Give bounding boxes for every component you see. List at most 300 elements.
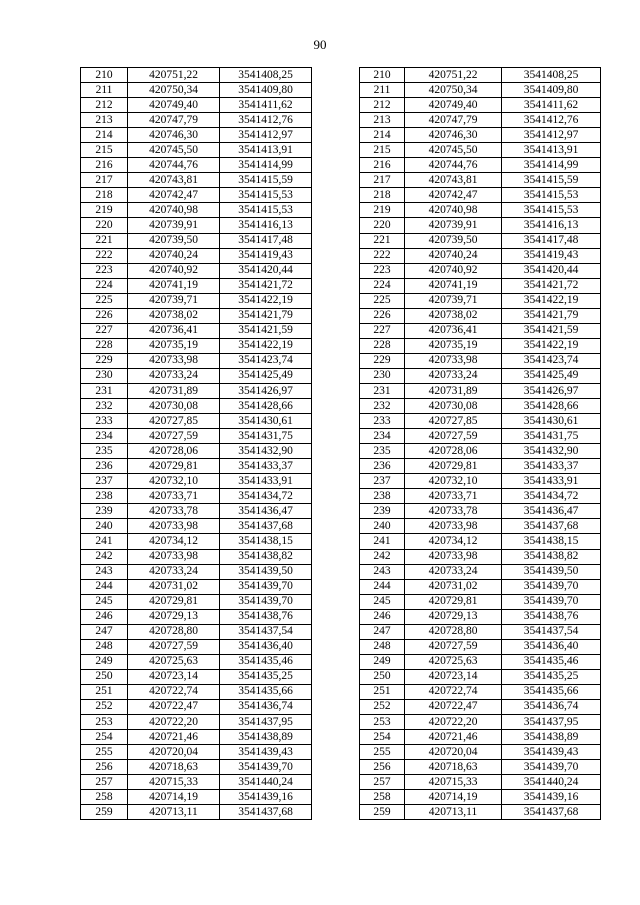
- left-x-coordinate-cell: 420745,50: [128, 143, 220, 158]
- right-point-number-cell: 225: [360, 293, 405, 308]
- column-spacer: [312, 293, 360, 308]
- column-spacer: [312, 383, 360, 398]
- left-point-number-cell: 224: [81, 278, 128, 293]
- left-point-number-cell: 251: [81, 684, 128, 699]
- right-y-coordinate-cell: 3541425,49: [502, 368, 601, 383]
- right-y-coordinate-cell: 3541420,44: [502, 263, 601, 278]
- column-spacer: [312, 594, 360, 609]
- left-x-coordinate-cell: 420722,74: [128, 684, 220, 699]
- right-x-coordinate-cell: 420723,14: [405, 669, 502, 684]
- column-spacer: [312, 278, 360, 293]
- table-row: [81, 293, 601, 308]
- right-point-number-cell: 222: [360, 248, 405, 263]
- column-spacer: [312, 263, 360, 278]
- table-row: [81, 128, 601, 143]
- right-y-coordinate-cell: 3541417,48: [502, 233, 601, 248]
- table-row: [81, 730, 601, 745]
- right-x-coordinate-cell: 420739,71: [405, 293, 502, 308]
- left-y-coordinate-cell: 3541417,48: [220, 233, 312, 248]
- table-row: [81, 775, 601, 790]
- table-row: [81, 263, 601, 278]
- left-point-number-cell: 259: [81, 805, 128, 820]
- right-point-number-cell: 244: [360, 579, 405, 594]
- left-y-coordinate-cell: 3541412,97: [220, 128, 312, 143]
- left-x-coordinate-cell: 420742,47: [128, 188, 220, 203]
- right-y-coordinate-cell: 3541439,43: [502, 745, 601, 760]
- right-point-number-cell: 241: [360, 534, 405, 549]
- table-row: [81, 639, 601, 654]
- column-spacer: [312, 654, 360, 669]
- table-row: [81, 715, 601, 730]
- right-point-number-cell: 246: [360, 609, 405, 624]
- left-x-coordinate-cell: 420744,76: [128, 158, 220, 173]
- right-point-number-cell: 235: [360, 444, 405, 459]
- right-point-number-cell: 224: [360, 278, 405, 293]
- coordinates-table: [80, 67, 601, 820]
- column-spacer: [312, 730, 360, 745]
- left-point-number-cell: 255: [81, 745, 128, 760]
- right-x-coordinate-cell: 420738,02: [405, 308, 502, 323]
- right-y-coordinate-cell: 3541439,70: [502, 594, 601, 609]
- right-point-number-cell: 216: [360, 158, 405, 173]
- right-point-number-cell: 254: [360, 730, 405, 745]
- right-y-coordinate-cell: 3541437,54: [502, 624, 601, 639]
- column-spacer: [312, 699, 360, 714]
- right-x-coordinate-cell: 420743,81: [405, 173, 502, 188]
- right-point-number-cell: 231: [360, 383, 405, 398]
- left-point-number-cell: 258: [81, 790, 128, 805]
- left-point-number-cell: 218: [81, 188, 128, 203]
- table-row: [81, 113, 601, 128]
- table-row: [81, 248, 601, 263]
- right-y-coordinate-cell: 3541435,66: [502, 684, 601, 699]
- table-row: [81, 383, 601, 398]
- left-x-coordinate-cell: 420735,19: [128, 338, 220, 353]
- left-x-coordinate-cell: 420734,12: [128, 534, 220, 549]
- right-point-number-cell: 227: [360, 323, 405, 338]
- column-spacer: [312, 338, 360, 353]
- left-y-coordinate-cell: 3541414,99: [220, 158, 312, 173]
- right-point-number-cell: 238: [360, 489, 405, 504]
- table-row: [81, 760, 601, 775]
- column-spacer: [312, 83, 360, 98]
- left-point-number-cell: 228: [81, 338, 128, 353]
- left-x-coordinate-cell: 420725,63: [128, 654, 220, 669]
- right-point-number-cell: 230: [360, 368, 405, 383]
- left-x-coordinate-cell: 420727,59: [128, 639, 220, 654]
- left-y-coordinate-cell: 3541415,53: [220, 188, 312, 203]
- table-row: [81, 564, 601, 579]
- left-x-coordinate-cell: 420723,14: [128, 669, 220, 684]
- column-spacer: [312, 534, 360, 549]
- right-point-number-cell: 245: [360, 594, 405, 609]
- left-y-coordinate-cell: 3541438,89: [220, 730, 312, 745]
- left-y-coordinate-cell: 3541436,74: [220, 699, 312, 714]
- right-y-coordinate-cell: 3541437,68: [502, 805, 601, 820]
- right-y-coordinate-cell: 3541409,80: [502, 83, 601, 98]
- right-y-coordinate-cell: 3541435,25: [502, 669, 601, 684]
- left-point-number-cell: 211: [81, 83, 128, 98]
- right-x-coordinate-cell: 420740,24: [405, 248, 502, 263]
- table-row: [81, 805, 601, 820]
- right-x-coordinate-cell: 420722,20: [405, 715, 502, 730]
- table-row: [81, 669, 601, 684]
- left-x-coordinate-cell: 420739,50: [128, 233, 220, 248]
- column-spacer: [312, 188, 360, 203]
- table-row: [81, 203, 601, 218]
- right-x-coordinate-cell: 420746,30: [405, 128, 502, 143]
- left-point-number-cell: 257: [81, 775, 128, 790]
- right-y-coordinate-cell: 3541439,16: [502, 790, 601, 805]
- right-y-coordinate-cell: 3541438,89: [502, 730, 601, 745]
- right-x-coordinate-cell: 420714,19: [405, 790, 502, 805]
- left-x-coordinate-cell: 420720,04: [128, 745, 220, 760]
- left-y-coordinate-cell: 3541435,66: [220, 684, 312, 699]
- right-x-coordinate-cell: 420745,50: [405, 143, 502, 158]
- right-x-coordinate-cell: 420729,13: [405, 609, 502, 624]
- right-point-number-cell: 251: [360, 684, 405, 699]
- right-x-coordinate-cell: 420730,08: [405, 399, 502, 414]
- right-x-coordinate-cell: 420722,74: [405, 684, 502, 699]
- right-y-coordinate-cell: 3541412,76: [502, 113, 601, 128]
- table-row: [81, 699, 601, 714]
- right-y-coordinate-cell: 3541438,76: [502, 609, 601, 624]
- right-y-coordinate-cell: 3541419,43: [502, 248, 601, 263]
- left-x-coordinate-cell: 420728,06: [128, 444, 220, 459]
- left-point-number-cell: 239: [81, 504, 128, 519]
- right-y-coordinate-cell: 3541421,72: [502, 278, 601, 293]
- right-point-number-cell: 228: [360, 338, 405, 353]
- left-x-coordinate-cell: 420740,92: [128, 263, 220, 278]
- left-x-coordinate-cell: 420751,22: [128, 68, 220, 83]
- right-y-coordinate-cell: 3541440,24: [502, 775, 601, 790]
- right-y-coordinate-cell: 3541433,37: [502, 459, 601, 474]
- table-row: [81, 158, 601, 173]
- left-y-coordinate-cell: 3541438,82: [220, 549, 312, 564]
- left-y-coordinate-cell: 3541415,53: [220, 203, 312, 218]
- table-row: [81, 459, 601, 474]
- right-point-number-cell: 248: [360, 639, 405, 654]
- right-x-coordinate-cell: 420715,33: [405, 775, 502, 790]
- table-row: [81, 338, 601, 353]
- left-y-coordinate-cell: 3541426,97: [220, 383, 312, 398]
- table-row: [81, 549, 601, 564]
- right-x-coordinate-cell: 420736,41: [405, 323, 502, 338]
- right-point-number-cell: 247: [360, 624, 405, 639]
- left-point-number-cell: 241: [81, 534, 128, 549]
- left-x-coordinate-cell: 420714,19: [128, 790, 220, 805]
- column-spacer: [312, 158, 360, 173]
- right-x-coordinate-cell: 420740,98: [405, 203, 502, 218]
- right-x-coordinate-cell: 420747,79: [405, 113, 502, 128]
- right-x-coordinate-cell: 420727,59: [405, 429, 502, 444]
- left-y-coordinate-cell: 3541430,61: [220, 414, 312, 429]
- table-row: [81, 474, 601, 489]
- right-x-coordinate-cell: 420733,98: [405, 519, 502, 534]
- left-x-coordinate-cell: 420729,13: [128, 609, 220, 624]
- left-point-number-cell: 217: [81, 173, 128, 188]
- column-spacer: [312, 218, 360, 233]
- right-point-number-cell: 229: [360, 353, 405, 368]
- left-point-number-cell: 227: [81, 323, 128, 338]
- column-spacer: [312, 429, 360, 444]
- table-row: [81, 218, 601, 233]
- right-x-coordinate-cell: 420731,89: [405, 383, 502, 398]
- left-x-coordinate-cell: 420736,41: [128, 323, 220, 338]
- left-y-coordinate-cell: 3541409,80: [220, 83, 312, 98]
- left-point-number-cell: 229: [81, 353, 128, 368]
- left-point-number-cell: 220: [81, 218, 128, 233]
- column-spacer: [312, 128, 360, 143]
- right-point-number-cell: 233: [360, 414, 405, 429]
- column-spacer: [312, 579, 360, 594]
- column-spacer: [312, 308, 360, 323]
- column-spacer: [312, 489, 360, 504]
- right-y-coordinate-cell: 3541436,47: [502, 504, 601, 519]
- right-x-coordinate-cell: 420727,59: [405, 639, 502, 654]
- right-y-coordinate-cell: 3541431,75: [502, 429, 601, 444]
- left-y-coordinate-cell: 3541435,25: [220, 669, 312, 684]
- left-y-coordinate-cell: 3541438,76: [220, 609, 312, 624]
- right-x-coordinate-cell: 420733,24: [405, 564, 502, 579]
- left-y-coordinate-cell: 3541439,16: [220, 790, 312, 805]
- left-x-coordinate-cell: 420733,98: [128, 353, 220, 368]
- left-y-coordinate-cell: 3541421,59: [220, 323, 312, 338]
- table-row: [81, 278, 601, 293]
- right-y-coordinate-cell: 3541411,62: [502, 98, 601, 113]
- left-point-number-cell: 249: [81, 654, 128, 669]
- right-x-coordinate-cell: 420741,19: [405, 278, 502, 293]
- left-point-number-cell: 254: [81, 730, 128, 745]
- left-y-coordinate-cell: 3541421,72: [220, 278, 312, 293]
- right-y-coordinate-cell: 3541437,95: [502, 715, 601, 730]
- left-y-coordinate-cell: 3541422,19: [220, 293, 312, 308]
- left-x-coordinate-cell: 420727,85: [128, 414, 220, 429]
- right-y-coordinate-cell: 3541439,70: [502, 579, 601, 594]
- left-y-coordinate-cell: 3541420,44: [220, 263, 312, 278]
- right-y-coordinate-cell: 3541414,99: [502, 158, 601, 173]
- right-y-coordinate-cell: 3541422,19: [502, 293, 601, 308]
- right-y-coordinate-cell: 3541415,53: [502, 188, 601, 203]
- left-point-number-cell: 236: [81, 459, 128, 474]
- left-x-coordinate-cell: 420747,79: [128, 113, 220, 128]
- right-x-coordinate-cell: 420713,11: [405, 805, 502, 820]
- left-y-coordinate-cell: 3541416,13: [220, 218, 312, 233]
- left-x-coordinate-cell: 420750,34: [128, 83, 220, 98]
- left-y-coordinate-cell: 3541435,46: [220, 654, 312, 669]
- right-point-number-cell: 243: [360, 564, 405, 579]
- table-row: [81, 399, 601, 414]
- table-row: [81, 790, 601, 805]
- right-point-number-cell: 258: [360, 790, 405, 805]
- column-spacer: [312, 790, 360, 805]
- left-point-number-cell: 210: [81, 68, 128, 83]
- column-spacer: [312, 323, 360, 338]
- left-x-coordinate-cell: 420749,40: [128, 98, 220, 113]
- left-x-coordinate-cell: 420721,46: [128, 730, 220, 745]
- right-x-coordinate-cell: 420749,40: [405, 98, 502, 113]
- left-x-coordinate-cell: 420740,98: [128, 203, 220, 218]
- left-point-number-cell: 213: [81, 113, 128, 128]
- left-y-coordinate-cell: 3541438,15: [220, 534, 312, 549]
- table-row: [81, 654, 601, 669]
- right-x-coordinate-cell: 420728,06: [405, 444, 502, 459]
- left-y-coordinate-cell: 3541408,25: [220, 68, 312, 83]
- right-x-coordinate-cell: 420751,22: [405, 68, 502, 83]
- table-row: [81, 489, 601, 504]
- page-number: 90: [313, 37, 327, 52]
- right-point-number-cell: 249: [360, 654, 405, 669]
- table-row: [81, 444, 601, 459]
- right-x-coordinate-cell: 420727,85: [405, 414, 502, 429]
- right-y-coordinate-cell: 3541435,46: [502, 654, 601, 669]
- left-y-coordinate-cell: 3541439,70: [220, 579, 312, 594]
- column-spacer: [312, 143, 360, 158]
- right-point-number-cell: 210: [360, 68, 405, 83]
- right-point-number-cell: 253: [360, 715, 405, 730]
- right-y-coordinate-cell: 3541426,97: [502, 383, 601, 398]
- left-y-coordinate-cell: 3541436,47: [220, 504, 312, 519]
- left-x-coordinate-cell: 420733,71: [128, 489, 220, 504]
- left-y-coordinate-cell: 3541436,40: [220, 639, 312, 654]
- left-x-coordinate-cell: 420738,02: [128, 308, 220, 323]
- table-row: [81, 519, 601, 534]
- table-row: [81, 173, 601, 188]
- left-x-coordinate-cell: 420739,71: [128, 293, 220, 308]
- right-y-coordinate-cell: 3541438,15: [502, 534, 601, 549]
- right-y-coordinate-cell: 3541422,19: [502, 338, 601, 353]
- left-point-number-cell: 245: [81, 594, 128, 609]
- left-point-number-cell: 232: [81, 399, 128, 414]
- left-y-coordinate-cell: 3541437,95: [220, 715, 312, 730]
- left-x-coordinate-cell: 420718,63: [128, 760, 220, 775]
- column-spacer: [312, 173, 360, 188]
- right-point-number-cell: 223: [360, 263, 405, 278]
- left-y-coordinate-cell: 3541440,24: [220, 775, 312, 790]
- left-x-coordinate-cell: 420727,59: [128, 429, 220, 444]
- table-row: [81, 504, 601, 519]
- left-y-coordinate-cell: 3541437,54: [220, 624, 312, 639]
- left-point-number-cell: 238: [81, 489, 128, 504]
- left-y-coordinate-cell: 3541421,79: [220, 308, 312, 323]
- table-row: [81, 594, 601, 609]
- left-y-coordinate-cell: 3541439,43: [220, 745, 312, 760]
- left-y-coordinate-cell: 3541411,62: [220, 98, 312, 113]
- right-x-coordinate-cell: 420733,98: [405, 353, 502, 368]
- table-row: [81, 534, 601, 549]
- right-point-number-cell: 252: [360, 699, 405, 714]
- column-spacer: [312, 113, 360, 128]
- left-point-number-cell: 243: [81, 564, 128, 579]
- right-point-number-cell: 234: [360, 429, 405, 444]
- right-x-coordinate-cell: 420729,81: [405, 594, 502, 609]
- left-y-coordinate-cell: 3541439,70: [220, 594, 312, 609]
- left-point-number-cell: 246: [81, 609, 128, 624]
- right-point-number-cell: 218: [360, 188, 405, 203]
- right-point-number-cell: 257: [360, 775, 405, 790]
- right-point-number-cell: 250: [360, 669, 405, 684]
- left-x-coordinate-cell: 420733,98: [128, 549, 220, 564]
- left-x-coordinate-cell: 420733,24: [128, 368, 220, 383]
- table-row: [81, 143, 601, 158]
- left-point-number-cell: 216: [81, 158, 128, 173]
- left-y-coordinate-cell: 3541422,19: [220, 338, 312, 353]
- table-row: [81, 323, 601, 338]
- right-y-coordinate-cell: 3541408,25: [502, 68, 601, 83]
- right-y-coordinate-cell: 3541421,59: [502, 323, 601, 338]
- left-y-coordinate-cell: 3541415,59: [220, 173, 312, 188]
- left-point-number-cell: 252: [81, 699, 128, 714]
- right-y-coordinate-cell: 3541421,79: [502, 308, 601, 323]
- column-spacer: [312, 68, 360, 83]
- right-point-number-cell: 215: [360, 143, 405, 158]
- column-spacer: [312, 368, 360, 383]
- left-x-coordinate-cell: 420731,89: [128, 383, 220, 398]
- left-point-number-cell: 212: [81, 98, 128, 113]
- left-point-number-cell: 215: [81, 143, 128, 158]
- column-spacer: [312, 639, 360, 654]
- column-spacer: [312, 805, 360, 820]
- right-point-number-cell: 256: [360, 760, 405, 775]
- column-spacer: [312, 549, 360, 564]
- left-x-coordinate-cell: 420722,47: [128, 699, 220, 714]
- table-row: [81, 308, 601, 323]
- right-point-number-cell: 240: [360, 519, 405, 534]
- right-point-number-cell: 255: [360, 745, 405, 760]
- table-row: [81, 368, 601, 383]
- column-spacer: [312, 760, 360, 775]
- left-point-number-cell: 230: [81, 368, 128, 383]
- table-row: [81, 609, 601, 624]
- left-y-coordinate-cell: 3541432,90: [220, 444, 312, 459]
- left-point-number-cell: 219: [81, 203, 128, 218]
- left-y-coordinate-cell: 3541437,68: [220, 805, 312, 820]
- column-spacer: [312, 609, 360, 624]
- right-x-coordinate-cell: 420718,63: [405, 760, 502, 775]
- right-y-coordinate-cell: 3541433,91: [502, 474, 601, 489]
- right-point-number-cell: 237: [360, 474, 405, 489]
- left-x-coordinate-cell: 420732,10: [128, 474, 220, 489]
- left-point-number-cell: 222: [81, 248, 128, 263]
- left-point-number-cell: 250: [81, 669, 128, 684]
- column-spacer: [312, 624, 360, 639]
- right-y-coordinate-cell: 3541416,13: [502, 218, 601, 233]
- right-point-number-cell: 242: [360, 549, 405, 564]
- column-spacer: [312, 233, 360, 248]
- table-row: [81, 68, 601, 83]
- left-point-number-cell: 248: [81, 639, 128, 654]
- left-y-coordinate-cell: 3541423,74: [220, 353, 312, 368]
- table-row: [81, 98, 601, 113]
- right-y-coordinate-cell: 3541432,90: [502, 444, 601, 459]
- left-x-coordinate-cell: 420728,80: [128, 624, 220, 639]
- left-point-number-cell: 247: [81, 624, 128, 639]
- right-point-number-cell: 259: [360, 805, 405, 820]
- right-y-coordinate-cell: 3541428,66: [502, 399, 601, 414]
- right-x-coordinate-cell: 420732,10: [405, 474, 502, 489]
- right-y-coordinate-cell: 3541437,68: [502, 519, 601, 534]
- left-x-coordinate-cell: 420733,78: [128, 504, 220, 519]
- left-point-number-cell: 221: [81, 233, 128, 248]
- right-y-coordinate-cell: 3541412,97: [502, 128, 601, 143]
- left-x-coordinate-cell: 420729,81: [128, 594, 220, 609]
- right-point-number-cell: 213: [360, 113, 405, 128]
- right-x-coordinate-cell: 420720,04: [405, 745, 502, 760]
- left-y-coordinate-cell: 3541425,49: [220, 368, 312, 383]
- left-y-coordinate-cell: 3541412,76: [220, 113, 312, 128]
- column-spacer: [312, 504, 360, 519]
- table-row: [81, 414, 601, 429]
